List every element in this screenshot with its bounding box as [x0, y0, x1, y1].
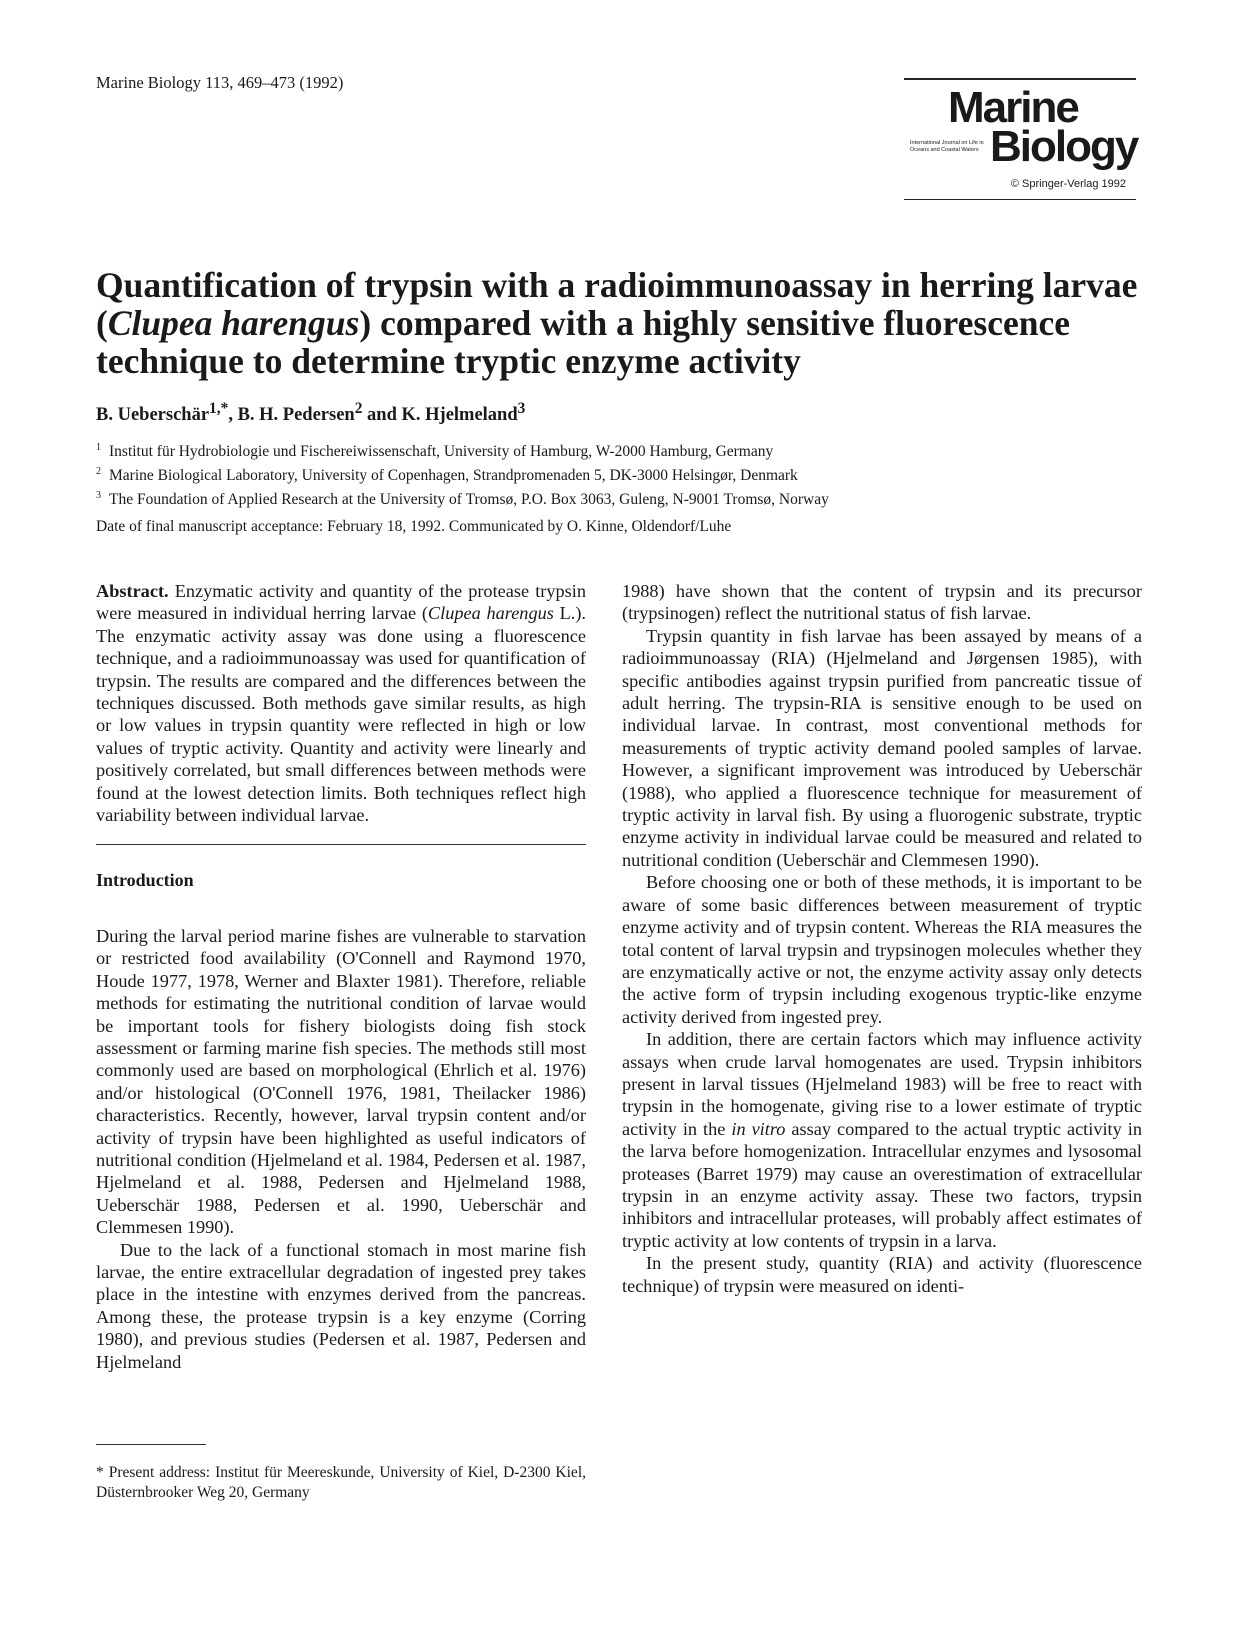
intro-paragraph: Before choosing one or both of these methods, it is important to be aware of some basic differences between measurement of tryptic enzyme activity and of trypsin content. Whereas the RIA measures the total content of larval trypsin and trypsinogen molecules whether they are enzymatically active or not, the enzyme activity assay only detects the active form of trypsin including exogenous tryptic-like enzyme activity derived from ingested prey.	[622, 872, 1142, 1027]
footnote: * Present address: Institut für Meereskunde, University of Kiel, D-2300 Kiel, Düsternbrooker Weg 20, Germany	[96, 1464, 586, 1501]
paragraph-text: In addition, there are certain factors which may influence activity assays when crude larval homogenates are used. Trypsin inhibitors present in larval tissues (Hjelmeland 1983) will be free to react with trypsin in the homogenate, giving rise to a lower estimate of tryptic activity in the	[622, 1029, 1142, 1139]
intro-paragraph: In the present study, quantity (RIA) and activity (fluorescence technique) of trypsin were measured on identi-	[622, 1253, 1142, 1296]
affiliation-text: Institut für Hydrobiologie und Fischereiwissenschaft, University of Hamburg, W-2000 Hamburg, Germany	[109, 443, 774, 461]
logo-top-rule	[904, 78, 1136, 80]
logo-tagline: International Journal on Life in Oceans and Coastal Waters	[910, 140, 984, 153]
abstract-text: Enzymatic activity and quantity of the protease trypsin were measured in individual herring larvae (	[96, 581, 586, 624]
affiliation-text: The Foundation of Applied Research at the University of Tromsø, P.O. Box 3063, Guleng, N-9001 Tromsø, Norway	[109, 491, 829, 509]
acceptance-date: Date of final manuscript acceptance: February 18, 1992. Communicated by O. Kinne, Oldendorf/Luhe	[96, 518, 732, 535]
author-affiliation-mark: 1,*	[209, 400, 229, 417]
logo-word-marine: Marine	[948, 83, 1078, 132]
author-list	[96, 400, 525, 426]
affiliation-number: 2	[96, 466, 101, 478]
title-part-2: ) compared with a highly sensitive fluorescence technique to determine tryptic enzyme activity	[96, 303, 1070, 381]
section-divider	[96, 844, 586, 845]
affiliation-list	[96, 438, 829, 510]
author-separator: and	[362, 405, 402, 426]
abstract-label: Abstract.	[96, 581, 169, 601]
logo-bottom-rule	[904, 199, 1136, 201]
copyright-notice: © Springer-Verlag 1992	[1010, 178, 1126, 190]
affiliation-number: 3	[96, 490, 101, 502]
intro-paragraph: During the larval period marine fishes are vulnerable to starvation or restricted food availability (O'Connell and Raymond 1970, Houde 1977, 1978, Werner and Blaxter 1981). Therefore, reliable methods for estimating the nutritional condition of larvae would be important tools for fishery biologists doing fish stock assessment or farming marine fish species. The methods still most commonly used are based on morphological (Ehrlich et al. 1976) and/or histological (O'Connell 1976, 1981, Theilacker 1986) characteristics. Recently, however, larval trypsin content and/or activity of trypsin have been highlighted as useful indicators of nutritional condition (Hjelmeland et al. 1984, Pedersen et al. 1987, Hjelmeland et al. 1988, Pedersen and Hjelmeland 1988, Ueberschär 1988, Pedersen et al. 1990, Ueberschär and Clemmesen 1990).	[96, 925, 586, 1238]
footnote-rule	[96, 1444, 206, 1445]
author-name: B. Ueberschär	[96, 405, 210, 426]
affiliation-item	[96, 486, 829, 510]
title-part-1: Quantification of trypsin with a radioimmunoassay in herring larvae (	[96, 265, 1138, 343]
intro-paragraph	[622, 1028, 1142, 1252]
journal-citation: Marine Biology 113, 469–473 (1992)	[96, 73, 344, 92]
title-species: Clupea harengus	[107, 303, 360, 343]
author-affiliation-mark: 3	[517, 400, 526, 417]
abstract-species: Clupea harengus	[427, 603, 554, 624]
author-name: K. Hjelmeland	[401, 405, 518, 426]
author-name: B. H. Pedersen	[237, 405, 355, 426]
introduction-heading: Introduction	[96, 870, 194, 891]
left-column	[96, 580, 586, 1373]
right-column	[622, 580, 1142, 1297]
abstract	[96, 580, 586, 826]
intro-paragraph: Due to the lack of a functional stomach in most marine fish larvae, the entire extracellular degradation of ingested prey takes place in the intestine with enzymes derived from the pancreas. Among these, the protease trypsin is a key enzyme (Corring 1980), and previous studies (Pedersen et al. 1987, Pedersen and Hjelmeland	[96, 1239, 586, 1372]
abstract-text: L.). The enzymatic activity assay was done using a fluorescence technique, and a radioimmunoassay was used for quantification of trypsin. The results are compared and the differences between the techniques discussed. Both methods gave similar results, as high or low values in trypsin quantity were reflected in high or low values of tryptic activity. Quantity and activity were linearly and positively correlated, but small differences between methods were found at the lowest detection limits. Both techniques reflect high variability between individual larvae.	[96, 603, 586, 826]
affiliation-item	[96, 462, 829, 486]
intro-paragraph: Trypsin quantity in fish larvae has been assayed by means of a radioimmunoassay (RIA) (Hjelmeland and Jørgensen 1985), with specific antibodies against trypsin purified from pancreatic tissue of adult herring. The trypsin-RIA is sensitive enough to be used on individual larvae. In contrast, most conventional methods for measurements of tryptic activity demand pooled samples of larvae. However, a significant improvement was introduced by Ueberschär (1988), who applied a fluorescence technique for measurement of tryptic activity in larval fish. By using a fluorogenic substrate, tryptic enzyme activity in individual larvae could be measured and related to nutritional condition (Ueberschär and Clemmesen 1990).	[622, 625, 1142, 870]
journal-logo	[904, 78, 1136, 200]
affiliation-text: Marine Biological Laboratory, University of Copenhagen, Strandpromenaden 5, DK-3000 Helsingør, Denmark	[109, 467, 798, 485]
intro-paragraph: 1988) have shown that the content of trypsin and its precursor (trypsinogen) reflect the nutritional status of fish larvae.	[622, 581, 1142, 624]
author-separator: ,	[228, 405, 238, 426]
logo-word-biology: Biology	[990, 122, 1138, 171]
paragraph-text: assay compared to the actual tryptic activity in the larva before homogenization. Intracellular enzymes and lysosomal proteases (Barret 1979) may cause an overestimation of extracellular trypsin in an enzyme activity assay. These two factors, trypsin inhibitors and intracellular proteases, will probably affect estimates of tryptic activity at low contents of trypsin in a larva.	[622, 1118, 1142, 1251]
affiliation-number: 1	[96, 442, 101, 453]
article-title	[96, 266, 1146, 380]
affiliation-item	[96, 438, 829, 462]
paragraph-italic: in vitro	[731, 1118, 786, 1139]
author-affiliation-mark: 2	[354, 400, 363, 417]
